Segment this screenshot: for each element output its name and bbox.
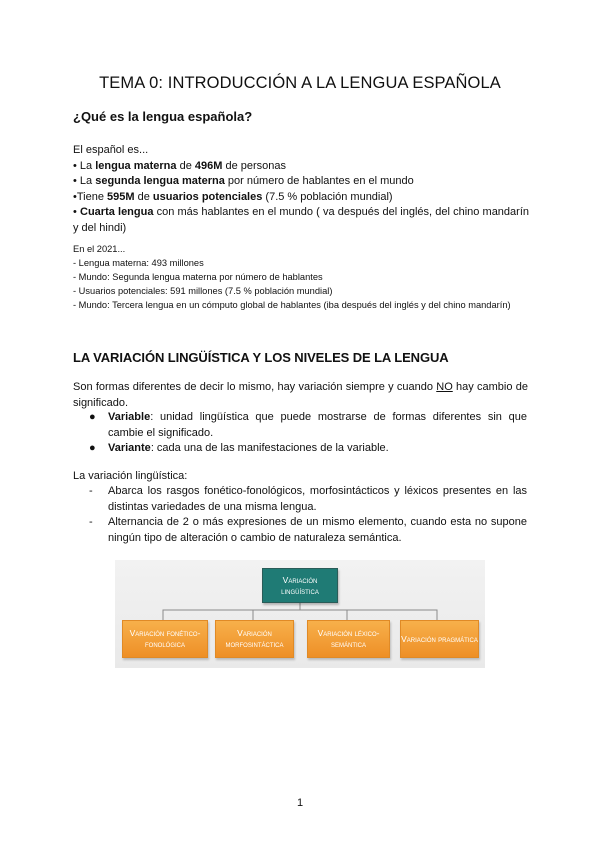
year-2021-item: - Usuarios potenciales: 591 millones (7.5 % población mundial)	[73, 286, 333, 296]
variation-lead: La variación lingüística:	[73, 470, 188, 482]
intro-bullet-2: • La segunda lengua materna por número de hablantes en el mundo	[73, 175, 414, 187]
year-2021-item: - Mundo: Segunda lengua materna por número de hablantes	[73, 272, 323, 282]
year-2021-item: - Mundo: Tercera lengua en un cómputo global de hablantes (iba después del inglés y del chino mandarín)	[73, 300, 511, 310]
section-title: LA VARIACIÓN LINGÜÍSTICA Y LOS NIVELES DE LA LENGUA	[73, 350, 449, 365]
connector-line	[163, 602, 300, 620]
variation-intro: Son formas diferentes de decir lo mismo, hay variación siempre y cuando NO hay cambio de significado.	[73, 381, 528, 409]
year-2021-lead: En el 2021...	[73, 244, 126, 254]
page-number: 1	[296, 797, 304, 809]
year-2021-block	[73, 242, 529, 312]
variation-point: - Abarca los rasgos fonético-fonológicos, morfosintácticos y léxicos presentes en las distintas variedades de una misma lengua.	[89, 485, 527, 513]
intro-lead: El español es...	[73, 144, 149, 156]
child-node: Variación morfosintáctica	[215, 620, 294, 658]
connector-line	[300, 610, 347, 620]
question-heading: ¿Qué es la lengua española?	[73, 109, 253, 124]
variation-diagram	[115, 560, 485, 668]
definition-item: ● Variante: cada una de las manifestaciones de la variable.	[89, 442, 389, 454]
connector-line	[253, 610, 300, 620]
child-node: Variación léxico-semántica	[307, 620, 390, 658]
intro-block	[73, 143, 529, 236]
variation-points	[89, 484, 527, 546]
connector-line	[300, 610, 437, 620]
definition-item: ● Variable: unidad lingüística que puede mostrarse de formas diferentes sin que cambie el significado.	[89, 411, 527, 439]
year-2021-item: - Lengua materna: 493 millones	[73, 258, 204, 268]
intro-bullet-4: • Cuarta lengua con más hablantes en el mundo ( va después del inglés, del chino mandarín y del hindi)	[73, 206, 529, 234]
variation-point: - Alternancia de 2 o más expresiones de un mismo elemento, cuando esta no supone ningún tipo de alteración o cambio de naturaleza semántica.	[89, 516, 527, 544]
child-node: Variación fonético-fonológica	[122, 620, 208, 658]
intro-bullet-1: • La lengua materna de 496M de personas	[73, 159, 287, 172]
root-node: Variación lingüística	[262, 568, 338, 603]
definition-list	[89, 410, 527, 457]
page-title: TEMA 0: INTRODUCCIÓN A LA LENGUA ESPAÑOLA	[99, 74, 501, 92]
child-node: Variación pragmática	[400, 620, 479, 658]
intro-bullet-3: •Tiene 595M de usuarios potenciales (7.5 % población mundial)	[73, 190, 393, 203]
